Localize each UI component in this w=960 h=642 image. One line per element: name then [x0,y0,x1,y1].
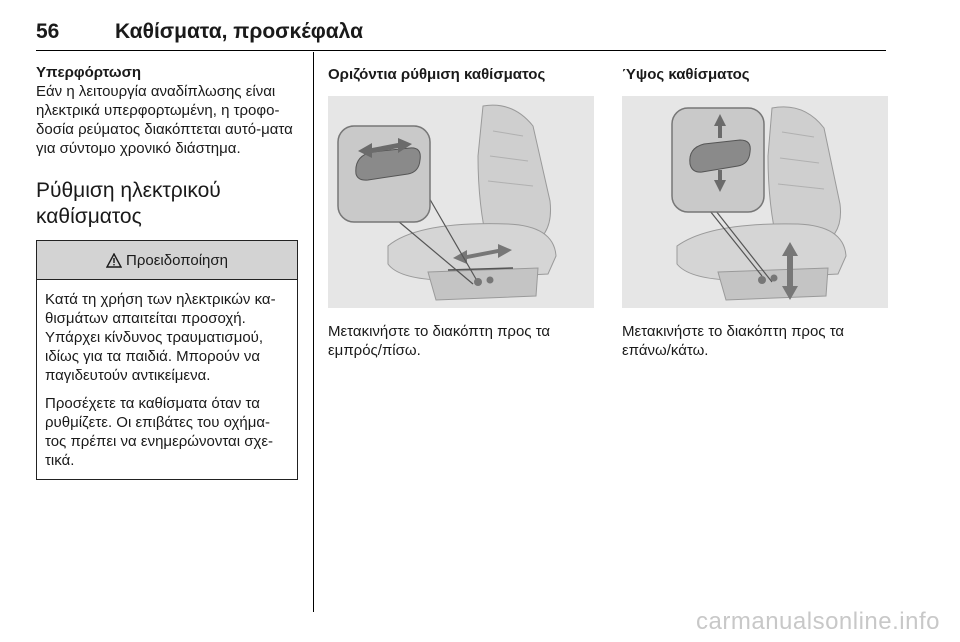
warning-para-1: Κατά τη χρήση των ηλεκτρικών κα-θισμάτων απαιτείται προσοχή. Υπάρχει κίνδυνος τραυματισμού, ιδίως για τα παιδιά. Μπορούν να παγιδευτούν αντικείμενα. [45,291,276,384]
column-left [36,64,300,480]
column-middle [328,66,594,360]
seat-horizontal-figure [328,96,594,308]
warning-title: Προειδοποίηση [126,251,228,269]
overload-text: Εάν η λειτουργία αναδίπλωσης είναι ηλεκτρικά υπερφορτωμένη, η τροφο-δοσία ρεύματος διακόπτεται αυτό-ματα για σύντομο χρονικό διάστημα. [36,83,293,157]
height-adjust-heading: Ύψος καθίσματος [622,66,750,83]
column-divider [313,52,314,612]
header-rule [36,50,886,51]
warning-header [37,241,297,280]
watermark: carmanualsonline.info [696,608,940,635]
height-adjust-caption: Μετακινήστε το διακόπτη προς τα επάνω/κάτω. [622,323,845,359]
section-title: Καθίσματα, προσκέφαλα [115,20,363,43]
overload-heading: Υπερφόρτωση [36,64,142,81]
warning-triangle-icon [106,253,122,268]
electric-seat-heading: Ρύθμιση ηλεκτρικού καθίσματος [36,179,221,228]
warning-body [37,280,297,479]
horizontal-adjust-caption: Μετακινήστε το διακόπτη προς τα εμπρός/πίσω. [328,323,551,359]
warning-box [36,240,298,480]
seat-height-figure [622,96,888,308]
horizontal-adjust-heading: Οριζόντια ρύθμιση καθίσματος [328,66,546,83]
warning-para-2: Προσέχετε τα καθίσματα όταν τα ρυθμίζετε. Οι επιβάτες του οχήμα-τος πρέπει να ενημερώνονται σχε-τικά. [45,395,274,469]
page-header [36,20,886,50]
page-number: 56 [36,20,60,43]
column-right [622,66,888,360]
